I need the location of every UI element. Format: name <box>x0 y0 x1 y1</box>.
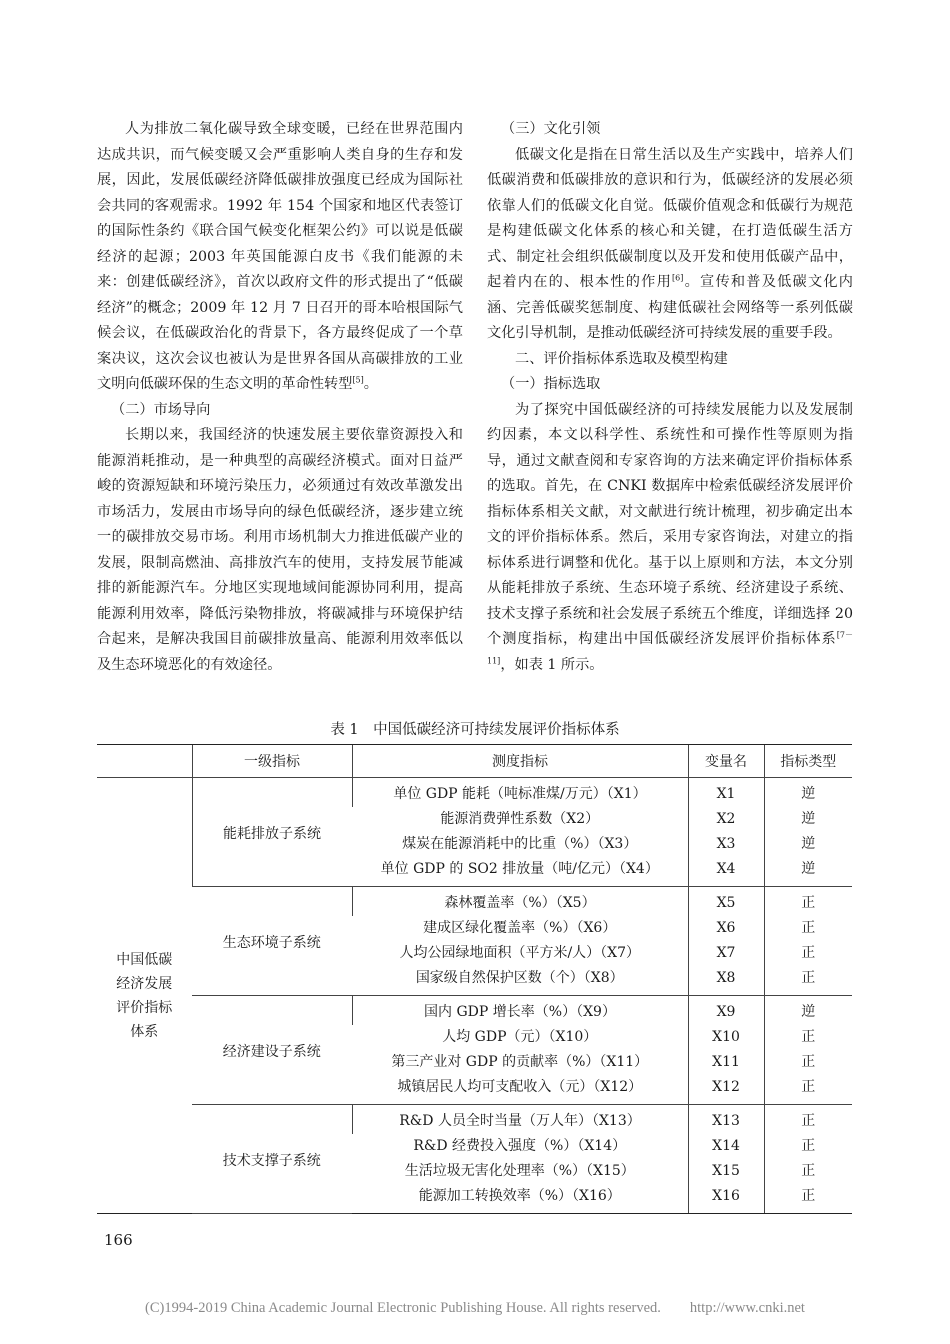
variable-cell: X1 <box>688 778 764 808</box>
page-number: 166 <box>104 1231 133 1249</box>
table-row <box>97 1105 852 1135</box>
variable-cell: X14 <box>688 1134 764 1159</box>
paragraph: 为了探究中国低碳经济的可持续发展能力以及发展制约因素，本文以科学性、系统性和可操作性等原则为指导，通过文献查阅和专家咨询的方法来确定评价指标体系的选取。首先，在 CNKI 数据库中检索低碳经济发展评价指标体系相关文献，对文献进行统计梳理，初步确定出本文的评价指标体系。然后，采用专家咨询法，对建立的指标体系进行调整和优化。基于以上原则和方法，本文分别从能耗排放子系统、生态环境子系统、经济建设子系统、技术支撑子系统和社会发展子系统五个维度，详细选择 20 个测度指标，构建出中国低碳经济发展评价指标体系[7－11]，如表 1 所示。 <box>487 401 853 673</box>
type-cell: 正 <box>764 1025 852 1050</box>
table-row <box>97 778 852 808</box>
table-header <box>97 745 192 778</box>
measure-cell: 能源消费弹性系数（X2） <box>440 811 600 827</box>
variable-cell: X7 <box>688 941 764 966</box>
variable-cell: X11 <box>688 1050 764 1075</box>
type-cell: 逆 <box>764 996 852 1026</box>
variable-cell: X3 <box>688 832 764 857</box>
right-column <box>487 117 853 678</box>
paragraph: 人为排放二氧化碳导致全球变暖，已经在世界范围内达成共识，而气候变暖又会严重影响人类自身的生存和发展，因此，发展低碳经济降低碳排放强度已经成为国际社会共同的客观需求。1992 年 154 个国家和地区代表签订的国际性条约《联合国气候变化框架公约》可以说是低碳经济的起源；2003 年英国能源白皮书《我们能源的未来：创建低碳经济》，首次以政府文件的形式提出了“低碳经济”的概念；2009 年 12 月 7 日召开的哥本哈根国际气候会议，在低碳政治化的背景下，各方最终促成了一个草案决议，这次会议也被认为是世界各国从高碳排放的工业文明向低碳环保的生态文明的革命性转型[5]。 <box>97 121 463 392</box>
type-cell: 逆 <box>764 857 852 887</box>
table-header: 变量名 <box>688 745 764 778</box>
citation: [7－11] <box>487 630 853 665</box>
citation: [5] <box>352 375 364 385</box>
variable-cell: X2 <box>688 807 764 832</box>
left-column <box>97 117 463 678</box>
measure-cell: R&D 经费投入强度（%）（X14） <box>413 1138 627 1154</box>
subsystem-cell: 生态环境子系统 <box>192 887 352 996</box>
section-heading: （二）市场导向 <box>111 401 211 418</box>
main-indicator-cell: 中国低碳经济发展评价指标体系 <box>97 778 192 1214</box>
type-cell: 正 <box>764 1134 852 1159</box>
type-cell: 逆 <box>764 832 852 857</box>
variable-cell: X9 <box>688 996 764 1026</box>
measure-cell: 生活垃圾无害化处理率（%）（X15） <box>404 1163 635 1179</box>
copyright-footer: (C)1994-2019 China Academic Journal Electronic Publishing House. All rights reserved. http://www.cnki.net <box>145 1300 805 1316</box>
variable-cell: X13 <box>688 1105 764 1135</box>
table-body <box>97 778 852 1214</box>
variable-cell: X4 <box>688 857 764 887</box>
section-heading: 二、评价指标体系选取及模型构建 <box>515 350 728 367</box>
type-cell: 正 <box>764 887 852 917</box>
subsystem-cell: 能耗排放子系统 <box>192 778 352 887</box>
measure-cell: 建成区绿化覆盖率（%）（X6） <box>423 920 617 936</box>
measure-cell: 国家级自然保护区数（个）（X8） <box>352 966 688 996</box>
measure-cell: 单位 GDP 能耗（吨标准煤/万元）（X1） <box>352 778 688 808</box>
measure-cell: 煤炭在能源消耗中的比重（%）（X3） <box>402 836 638 852</box>
measure-cell: 单位 GDP 的 SO2 排放量（吨/亿元）（X4） <box>352 857 688 887</box>
type-cell: 正 <box>764 1184 852 1214</box>
type-cell: 逆 <box>764 807 852 832</box>
variable-cell: X5 <box>688 887 764 917</box>
measure-cell: 能源加工转换效率（%）（X16） <box>352 1184 688 1214</box>
type-cell: 正 <box>764 1105 852 1135</box>
subsystem-cell: 技术支撑子系统 <box>192 1105 352 1214</box>
type-cell: 正 <box>764 941 852 966</box>
paragraph: 低碳文化是指在日常生活以及生产实践中，培养人们低碳消费和低碳排放的意识和行为，低碳经济的发展必须依靠人们的低碳文化自觉。低碳价值观念和低碳行为规范是构建低碳文化体系的核心和关键，在打造低碳生活方式、制定社会组织低碳制度以及开发和使用低碳产品中，起着内在的、根本性的作用[6]。宣传和普及低碳文化内涵、完善低碳奖惩制度、构建低碳社会网络等一系列低碳文化引导机制，是推动低碳经济可持续发展的重要手段。 <box>487 146 853 341</box>
measure-cell: 第三产业对 GDP 的贡献率（%）（X11） <box>391 1054 649 1070</box>
section-heading: （一）指标选取 <box>501 376 601 392</box>
variable-cell: X6 <box>688 916 764 941</box>
indicator-table <box>97 744 852 1214</box>
paragraph: 长期以来，我国经济的快速发展主要依靠资源投入和能源消耗推动，是一种典型的高碳经济模式。面对日益严峻的资源短缺和环境污染压力，必须通过有效改革激发出市场活力，发展由市场导向的绿色低碳经济，逐步建立统一的碳排放交易市场。利用市场机制大力推进低碳产业的发展，限制高燃油、高排放汽车的使用，支持发展节能减排的新能源汽车。分地区实现地域间能源协同利用，提高能源利用效率，降低污染物排放，将碳减排与环境保护结合起来，是解决我国目前碳排放量高、能源利用效率低以及生态环境恶化的有效途径。 <box>97 427 463 673</box>
variable-cell: X15 <box>688 1159 764 1184</box>
measure-cell: R&D 人员全时当量（万人年）（X13） <box>352 1105 688 1135</box>
table-header: 指标类型 <box>764 745 852 778</box>
table-caption: 表 1 中国低碳经济可持续发展评价指标体系 <box>330 722 620 738</box>
type-cell: 正 <box>764 916 852 941</box>
table-header: 一级指标 <box>192 745 352 778</box>
measure-cell: 人均公园绿地面积（平方米/人）（X7） <box>399 945 641 961</box>
variable-cell: X10 <box>688 1025 764 1050</box>
variable-cell: X8 <box>688 966 764 996</box>
measure-cell: 森林覆盖率（%）（X5） <box>352 887 688 917</box>
section-heading: （三）文化引领 <box>501 121 601 137</box>
variable-cell: X12 <box>688 1075 764 1105</box>
type-cell: 正 <box>764 966 852 996</box>
table-row <box>97 887 852 917</box>
type-cell: 正 <box>764 1050 852 1075</box>
table-header: 测度指标 <box>352 745 688 778</box>
measure-cell: 国内 GDP 增长率（%）（X9） <box>352 996 688 1026</box>
type-cell: 正 <box>764 1159 852 1184</box>
table-header-row <box>97 745 852 778</box>
citation: [6] <box>672 273 684 283</box>
type-cell: 正 <box>764 1075 852 1105</box>
subsystem-cell: 经济建设子系统 <box>192 996 352 1105</box>
measure-cell: 人均 GDP（元）（X10） <box>442 1029 598 1045</box>
type-cell: 逆 <box>764 778 852 808</box>
variable-cell: X16 <box>688 1184 764 1214</box>
table-row <box>97 996 852 1026</box>
measure-cell: 城镇居民人均可支配收入（元）（X12） <box>352 1075 688 1105</box>
